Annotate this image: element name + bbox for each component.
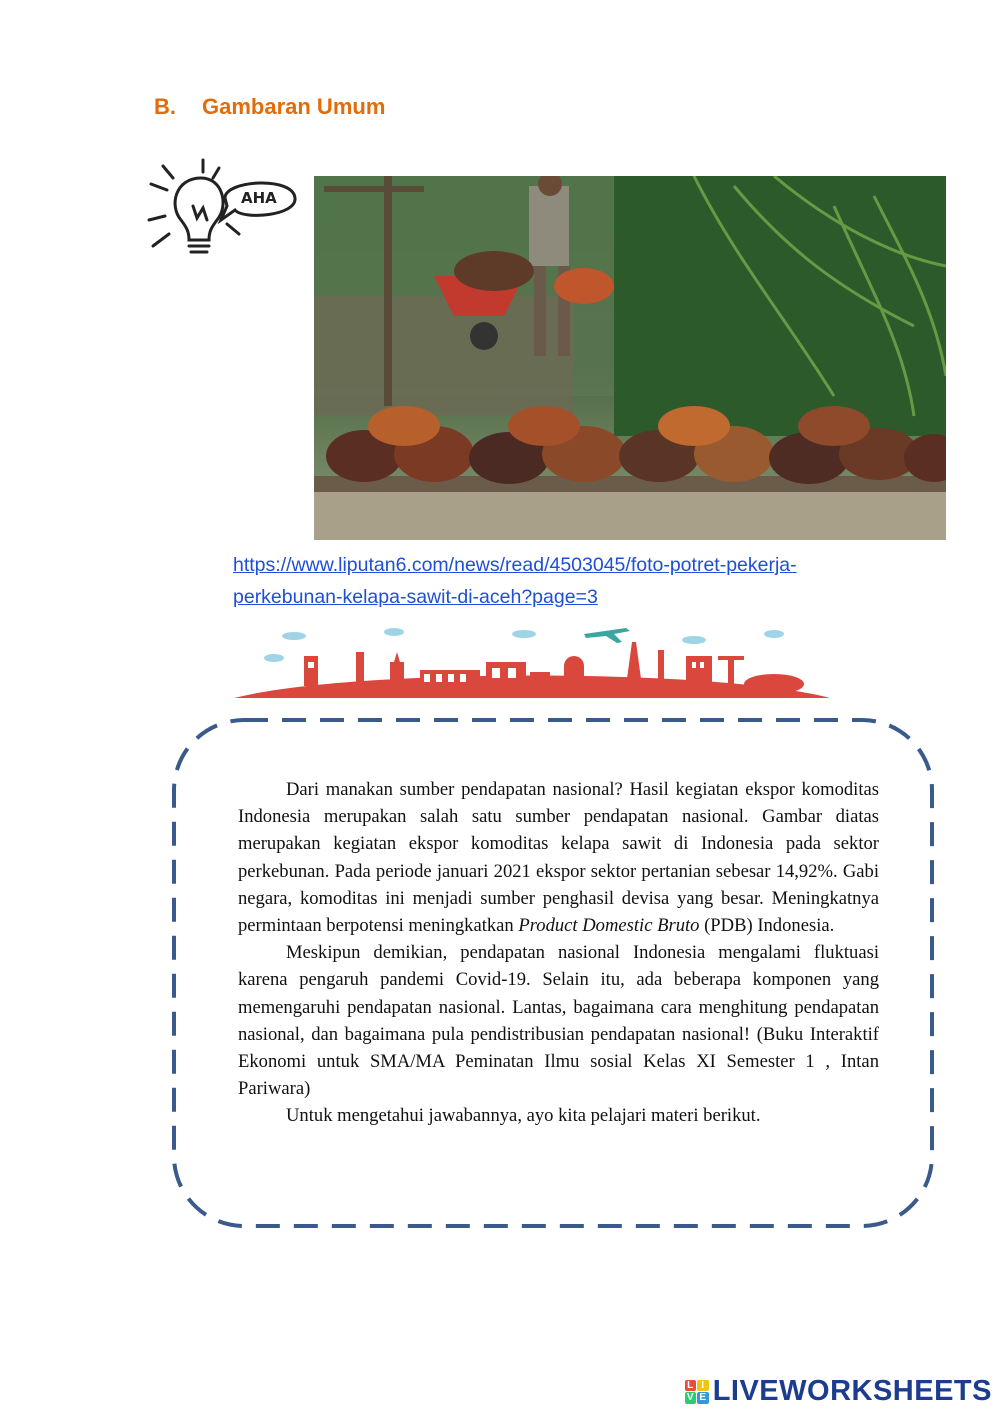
logo-letter: L [685, 1380, 697, 1392]
world-landmarks-skyline-illustration [234, 622, 830, 700]
section-title: Gambaran Umum [202, 94, 386, 119]
source-link[interactable] [233, 549, 853, 613]
section-heading [154, 94, 385, 120]
palm-oil-photo [314, 176, 946, 540]
section-letter: B. [154, 94, 176, 119]
liveworksheets-brand[interactable] [685, 1375, 992, 1408]
logo-letter: V [685, 1392, 697, 1404]
airplane-icon [584, 628, 630, 643]
paragraph-2: Meskipun demikian, pendapatan nasional Indonesia mengalami fluktuasi karena pengaruh pandemi Covid-19. Selain itu, ada beberapa komponen yang memengaruhi pendapatan nasional. Lantas, bagaimana cara menghitung pendapatan nasional, dan bagaimana pula pendistribusian pendapatan nasional! (Buku Interaktif Ekonomi untuk SMA/MA Peminatan Ilmu sosial Kelas XI Semester 1 , Intan Pariwara) [238, 942, 879, 1100]
brand-name: LIVEWORKSHEETS [712, 1375, 992, 1407]
paragraph-3: Untuk mengetahui jawabannya, ayo kita pelajari materi berikut. [286, 1105, 761, 1127]
paragraph-1: Dari manakan sumber pendapatan nasional? Hasil kegiatan ekspor komoditas Indonesia merupakan salah satu sumber pendapatan nasional. Gambar diatas merupakan kegiatan ekspor komoditas kelapa sawit di Indonesia pada sektor perkebunan. Pada periode januari 2021 ekspor sektor pertanian sebesar 14,92%. Gabi negara, komoditas ini menjadi sumber penghasil devisa yang besar. Meningkatnya permintaan berpotensi meningkatkan Product Domestic Bruto (PDB) Indonesia. [238, 779, 879, 937]
intro-text [238, 776, 879, 1130]
liveworksheets-logo-icon [685, 1380, 709, 1404]
source-link-line-1[interactable]: https://www.liputan6.com/news/read/4503045/foto-potret-pekerja- [233, 554, 797, 576]
logo-letter: E [697, 1392, 709, 1404]
aha-text: AHA [241, 189, 277, 207]
logo-letter: I [697, 1380, 709, 1392]
source-link-line-2[interactable]: perkebunan-kelapa-sawit-di-aceh?page=3 [233, 586, 598, 608]
lightbulb-aha-icon [143, 158, 303, 262]
